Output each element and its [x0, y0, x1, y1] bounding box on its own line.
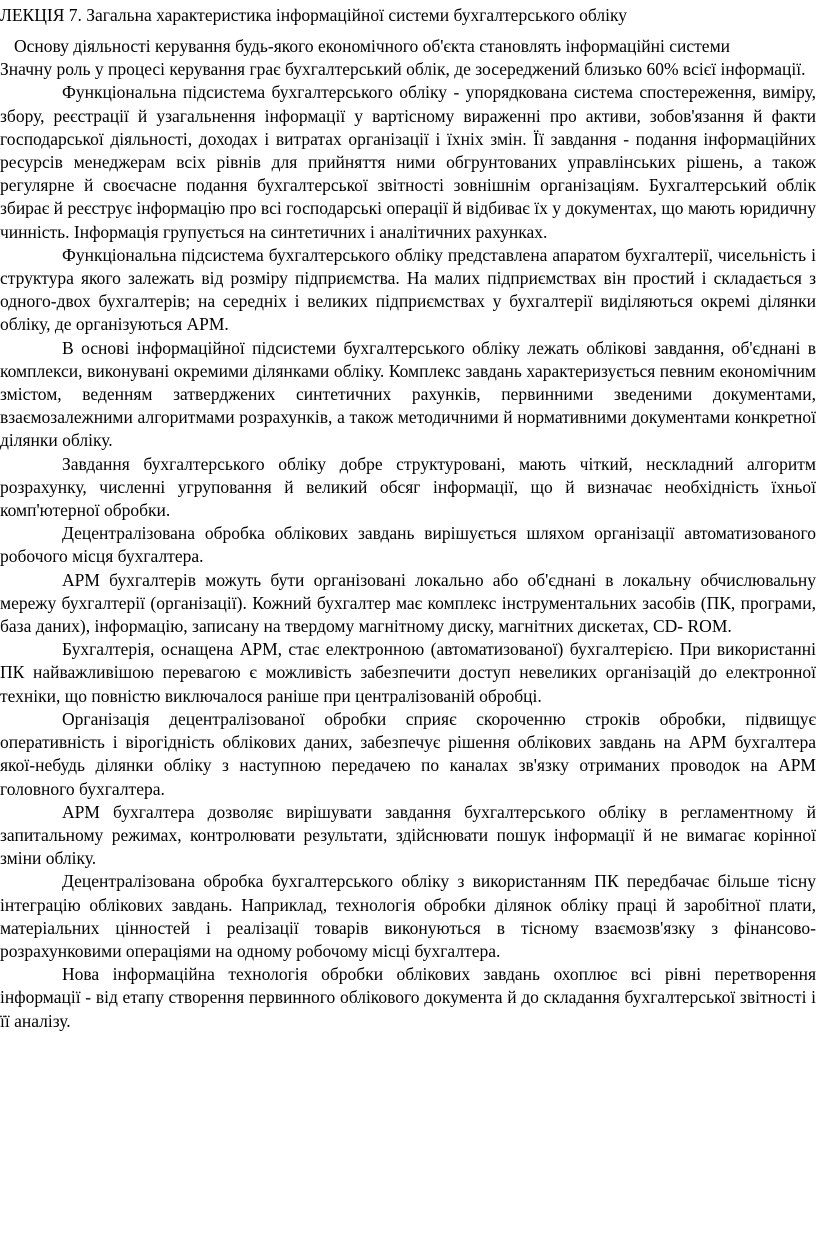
- paragraph-decentralized-organization: Організація децентралізованої обробки сприяє скороченню строків обробки, підвищує оперативність і вірогідність облікових даних, забезпечує рішення облікових завдань на АРМ бухгалтера якої-небудь ділянки обліку з наступною передачею по каналах зв'язку отриманих проводок на АРМ головного бухгалтера.: [0, 708, 816, 799]
- paragraph-accounting-subsystem-definition: Функціональна підсистема бухгалтерського обліку - упорядкована система спостереження, виміру, збору, реєстрації й узагальнення інформації у вартісному вираженні про активи, зобов'язання й факти господарської діяльності, доходах і витратах організації і їхніх змін. Її завдання - подання інформаційних ресурсів менеджерам всіх рівнів для прийняття ними обгрунтованих управлінських рішень, а також регулярне й своєчасне подання бухгалтерської звітності зовнішнім організаціям. Бухгалтерський облік збирає й реєструє інформацію про всі господарські операції й відбиває їх у документах, що мають юридичну чинність. Інформація групується на синтетичних і аналітичних рахунках.: [0, 82, 816, 242]
- paragraph-decentralized-processing: Децентралізована обробка облікових завдань вирішується шляхом організації автоматизованого робочого місця бухгалтера.: [0, 523, 816, 567]
- paragraph-arm-network: АРМ бухгалтерів можуть бути організовані локально або об'єднані в локальну обчислювальну мережу бухгалтерії (організації). Кожний бухгалтер має комплекс інструментальних засобів (ПК, програми, база даних), інформацію, записану на твердому магнітному диску, магнітних дискетах, CD- ROM.: [0, 569, 816, 637]
- paragraph-accounting-tasks-basis: В основі інформаційної підсистеми бухгалтерського обліку лежать облікові завдання, об'єднані в комплекси, виконувані окремими ділянками обліку. Комплекс завдань характеризується певним економічним змістом, веденням затверджених синтетичних рахунків, первинними зведеними документами, взаємозалежними алгоритмами розрахунків, а також методичними й нормативними документами конкретної ділянки обліку.: [0, 337, 816, 451]
- paragraph-new-technology: Нова інформаційна технологія обробки облікових завдань охоплює всі рівні перетворення інформації - від етапу створення первинного облікового документа й до складання бухгалтерської звітності і її аналізу.: [0, 964, 816, 1031]
- paragraph-arm-modes: АРМ бухгалтера дозволяє вирішувати завдання бухгалтерського обліку в регламентному й запитальному режимах, контролювати результати, здійснювати пошук інформації й не вимагає корінної зміни обліку.: [0, 801, 816, 869]
- paragraph-task-integration: Децентралізована обробка бухгалтерського обліку з використанням ПК передбачає більше тісну інтеграцію облікових завдань. Наприклад, технологія обробки ділянок обліку праці й заробітної плати, матеріальних цінностей і реалізації товарів виконуються в тісному взаємозв'язку з фінансово-розрахунковими операціями на одному робочому місці бухгалтера.: [0, 871, 816, 961]
- page-title: ЛЕКЦІЯ 7. Загальна характеристика інформаційної системи бухгалтерського обліку: [0, 5, 627, 25]
- intro-line-2: Значну роль у процесі керування грає бухгалтерський облік, де зосереджений близько 60% всієї інформації.: [0, 59, 806, 80]
- intro-line-1: Основу діяльності керування будь-якого економічного об'єкта становлять інформаційні системи: [14, 36, 731, 56]
- paragraph-accounting-department: Функціональна підсистема бухгалтерського обліку представлена апаратом бухгалтерії, чисельність і структура якого залежать від розміру підприємства. На малих підприємствах він простий і складається з одного-двох бухгалтерів; на середніх і великих підприємствах у бухгалтерії виділяються окремі ділянки обліку, де організуються АРМ.: [0, 244, 816, 335]
- paragraph-tasks-structured: Завдання бухгалтерського обліку добре структуровані, мають чіткий, нескладний алгоритм розрахунку, численні угруповання й великий обсяг інформації, що й визначає необхідність їхньої комп'ютерної обробки.: [0, 453, 816, 521]
- paragraph-electronic-accounting: Бухгалтерія, оснащена АРМ, стає електронною (автоматизованої) бухгалтерією. При використанні ПК найважливішою перевагою є можливість забезпечити доступ невеликих організацій до електронної техніки, що повністю виключалося раніше при централізованій обробці.: [0, 639, 816, 706]
